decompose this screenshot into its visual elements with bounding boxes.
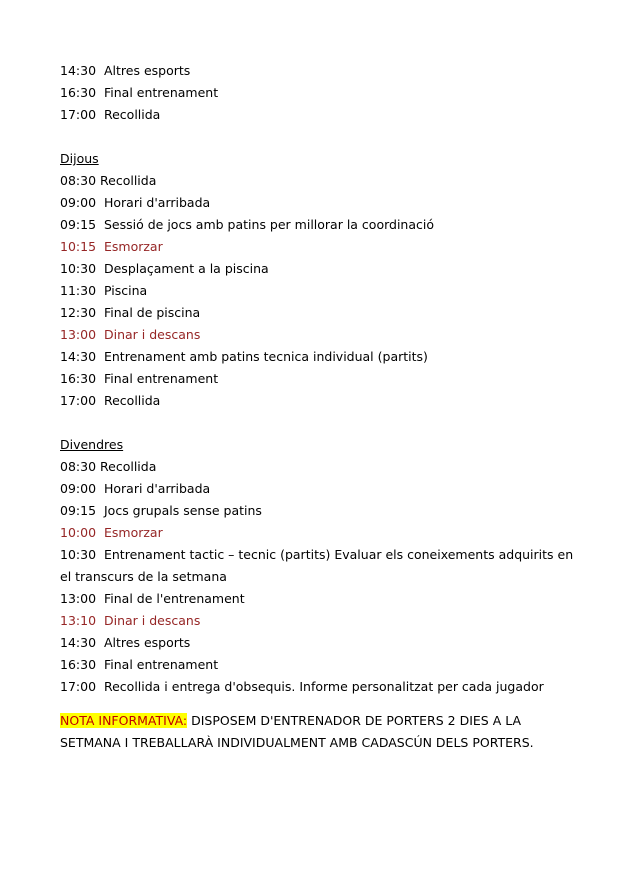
schedule-page	[60, 60, 580, 754]
schedule-line-highlight	[60, 610, 580, 632]
activity-label: Dinar i descans	[103, 327, 201, 342]
schedule-line	[60, 280, 580, 302]
day-heading-thursday: Dijous	[60, 151, 99, 166]
schedule-line	[60, 368, 580, 390]
activity-label: Entrenament tactic – tecnic (partits) Evaluar els coneixements adquirits en el transcurs de la setmana	[60, 547, 574, 584]
schedule-line	[60, 390, 580, 412]
activity-label: Altres esports	[103, 635, 191, 650]
time-label: 13:10	[60, 613, 97, 628]
activity-label: Esmorzar	[103, 525, 163, 540]
time-label: 14:30	[60, 63, 97, 78]
activity-label: Recollida	[100, 173, 157, 188]
activity-label: Horari d'arribada	[103, 195, 211, 210]
schedule-line	[60, 170, 580, 192]
time-label: 10:30	[60, 261, 97, 276]
schedule-line	[60, 82, 580, 104]
time-label: 08:30	[60, 173, 97, 188]
schedule-line	[60, 676, 580, 698]
note-label: NOTA INFORMATIVA:	[60, 713, 188, 728]
activity-label: Entrenament amb patins tecnica individual (partits)	[103, 349, 428, 364]
thursday-section	[60, 148, 580, 412]
schedule-line	[60, 478, 580, 500]
schedule-line-highlight	[60, 236, 580, 258]
time-label: 17:00	[60, 107, 97, 122]
activity-label: Final de piscina	[103, 305, 201, 320]
activity-label: Sessió de jocs amb patins per millorar la coordinació	[103, 217, 434, 232]
time-label: 09:00	[60, 195, 97, 210]
activity-label: Jocs grupals sense patins	[103, 503, 262, 518]
activity-label: Dinar i descans	[103, 613, 201, 628]
schedule-line-highlight	[60, 522, 580, 544]
section-spacer	[60, 412, 580, 434]
activity-label: Esmorzar	[103, 239, 163, 254]
previous-day-tail	[60, 60, 580, 126]
activity-label: Horari d'arribada	[103, 481, 211, 496]
time-label: 16:30	[60, 371, 97, 386]
schedule-line	[60, 104, 580, 126]
schedule-line	[60, 588, 580, 610]
time-label: 14:30	[60, 349, 97, 364]
activity-label: Piscina	[103, 283, 148, 298]
activity-label: Recollida	[100, 459, 157, 474]
activity-label: Recollida	[103, 393, 161, 408]
time-label: 08:30	[60, 459, 97, 474]
activity-label: Recollida i entrega d'obsequis. Informe personalitzat per cada jugador	[103, 679, 544, 694]
schedule-line	[60, 60, 580, 82]
activity-label: Recollida	[103, 107, 161, 122]
time-label: 09:15	[60, 503, 97, 518]
time-label: 09:00	[60, 481, 97, 496]
time-label: 16:30	[60, 85, 97, 100]
time-label: 14:30	[60, 635, 97, 650]
time-label: 11:30	[60, 283, 97, 298]
time-label: 17:00	[60, 393, 97, 408]
activity-label: Final entrenament	[103, 657, 219, 672]
note-text: DISPOSEM D'ENTRENADOR DE PORTERS 2 DIES A LA SETMANA I TREBALLARÀ INDIVIDUALMENT AMB CADASCÚN DELS PORTERS.	[60, 713, 534, 750]
schedule-line	[60, 500, 580, 522]
time-label: 10:30	[60, 547, 97, 562]
friday-section	[60, 434, 580, 698]
schedule-line	[60, 302, 580, 324]
time-label: 10:00	[60, 525, 97, 540]
day-heading-friday: Divendres	[60, 437, 124, 452]
schedule-line	[60, 214, 580, 236]
activity-label: Desplaçament a la piscina	[103, 261, 269, 276]
time-label: 16:30	[60, 657, 97, 672]
schedule-line	[60, 346, 580, 368]
schedule-line	[60, 544, 580, 588]
section-spacer	[60, 126, 580, 148]
schedule-line-highlight	[60, 324, 580, 346]
time-label: 12:30	[60, 305, 97, 320]
schedule-line	[60, 258, 580, 280]
time-label: 17:00	[60, 679, 97, 694]
time-label: 09:15	[60, 217, 97, 232]
time-label: 10:15	[60, 239, 97, 254]
schedule-line	[60, 192, 580, 214]
info-note	[60, 710, 585, 754]
time-label: 13:00	[60, 327, 97, 342]
schedule-line	[60, 456, 580, 478]
activity-label: Final de l'entrenament	[103, 591, 245, 606]
time-label: 13:00	[60, 591, 97, 606]
activity-label: Final entrenament	[103, 371, 219, 386]
schedule-line	[60, 632, 580, 654]
activity-label: Final entrenament	[103, 85, 219, 100]
activity-label: Altres esports	[103, 63, 191, 78]
schedule-line	[60, 654, 580, 676]
